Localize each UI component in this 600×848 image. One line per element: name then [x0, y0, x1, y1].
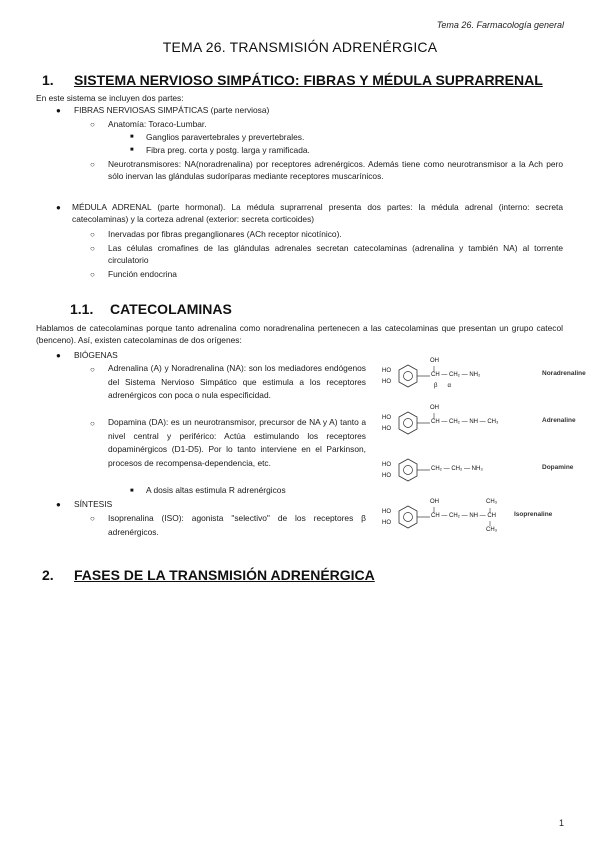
sintesis-item: SÍNTESIS [74, 499, 113, 509]
adrenaline-structure [378, 405, 578, 443]
cromafines-item: Las células cromafines de las glándulas adrenales secretan catecolaminas (adrenalina y también NA) al torrente circulatorio [108, 243, 563, 265]
molecule-name: Noradrenaline [542, 370, 586, 377]
bullet-square-icon: ■ [130, 488, 134, 494]
bullet-disc-icon: ● [56, 203, 61, 212]
bullet-square-icon: ■ [130, 134, 134, 140]
biogenas-item: BIÓGENAS [74, 350, 118, 360]
bullet-circle-icon: ○ [90, 419, 95, 428]
oh-label: OH [430, 499, 439, 505]
side-chain: CH — CH₂ — NH — CH [431, 513, 496, 519]
bullet-square-icon: ■ [130, 147, 134, 153]
adrenalina-item: Adrenalina (A) y Noradrenalina (NA): son los mediadores endógenos del Sistema Nervioso Simpático que estimula a los receptores adrenérgicos con poca o nula especificidad. [108, 363, 366, 400]
inervadas-item: Inervadas por fibras preganglionares (ACh receptor nicotínico). [108, 229, 342, 239]
ho-label: HO [382, 379, 391, 385]
bullet-circle-icon: ○ [90, 244, 95, 253]
ganglios-item: Ganglios paravertebrales y prevertebrales. [146, 132, 305, 142]
ho-label: HO [382, 415, 391, 421]
bullet-disc-icon: ● [56, 500, 61, 509]
dopamine-structure [378, 452, 578, 490]
page-number: 1 [558, 818, 564, 828]
ho-label: HO [382, 509, 391, 515]
bullet-circle-icon: ○ [90, 270, 95, 279]
catecolaminas-intro: Hablamos de catecolaminas porque tanto adrenalina como noradrenalina pertenecen a las catecolaminas que presentan un grupo catecol (benceno). Así, existen catecolaminas de dos orígenes: [36, 323, 563, 345]
bullet-circle-icon: ○ [90, 365, 95, 374]
ch3-label: CH₃ [486, 499, 498, 505]
neurotransmisores-item: Neurotransmisores: NA(noradrenalina) por receptores adrenérgicos. Además tiene como neurotransmisor a la Ach pero sólo inervan las glándulas sudoríparas mediante receptores muscarínicos. [108, 159, 563, 181]
dopamina-item: Dopamina (DA): es un neurotransmisor, precursor de NA y A) tanto a nivel central y periférico: Actúa estimulando los receptores dopaminérgicos (D1-D5). Por lo tanto interviene en el Parkinson, procesos de recompensa-dependencia, etc. [108, 417, 366, 468]
fibras-item: FIBRAS NERVIOSAS SIMPÁTICAS (parte nerviosa) [74, 105, 270, 115]
fibra-preg-item: Fibra preg. corta y postg. larga y ramificada. [146, 145, 310, 155]
section-1-1-number: 1.1. [70, 301, 94, 317]
section-1-heading [42, 72, 543, 88]
ho-label: HO [382, 462, 391, 468]
side-chain: CH — CH₂ — NH — CH₃ [431, 419, 499, 425]
bullet-circle-icon: ○ [90, 120, 95, 129]
molecule-name: Isoprenaline [514, 511, 553, 518]
isoprenalina-item: Isoprenalina (ISO): agonista "selectivo" de los receptores β adrenérgicos. [108, 513, 366, 537]
ho-label: HO [382, 368, 391, 374]
molecule-name: Dopamine [542, 464, 574, 471]
funcion-item: Función endocrina [108, 269, 177, 279]
greek-labels: β α [434, 383, 451, 389]
side-chain: CH — CH₂ — NH₂ [431, 372, 481, 378]
bullet-disc-icon: ● [56, 351, 61, 360]
side-chain: CH₂ — CH₂ — NH₃ [431, 466, 483, 472]
section-1-title: SISTEMA NERVIOSO SIMPÁTICO: FIBRAS Y MÉDULA SUPRARRENAL [74, 72, 543, 88]
dosis-item: A dosis altas estimula R adrenérgicos [146, 485, 286, 495]
ch3-label: CH₃ [486, 527, 498, 533]
medula-item: MÉDULA ADRENAL (parte hormonal). La médula suprarrenal presenta dos partes: la médula adrenal (interno: secreta catecolaminas) y la corteza adrenal (exterior: secreta corticoides) [72, 202, 563, 224]
section-2-title: FASES DE LA TRANSMISIÓN ADRENÉRGICA [74, 567, 375, 583]
noradrenaline-structure [378, 358, 586, 396]
ho-label: HO [382, 426, 391, 432]
ho-label: HO [382, 473, 391, 479]
section-2-heading [42, 567, 375, 583]
bullet-circle-icon: ○ [90, 160, 95, 169]
bullet-circle-icon: ○ [90, 514, 95, 523]
section-1-number: 1. [42, 72, 54, 88]
anatomia-item: Anatomía: Toraco-Lumbar. [108, 119, 207, 129]
document-title: TEMA 26. TRANSMISIÓN ADRENÉRGICA [162, 39, 438, 55]
section-1-1-title: CATECOLAMINAS [110, 301, 232, 317]
isoprenaline-structure [378, 498, 578, 536]
bullet-disc-icon: ● [56, 106, 61, 115]
ho-label: HO [382, 520, 391, 526]
oh-label: OH [430, 405, 439, 411]
bullet-circle-icon: ○ [90, 230, 95, 239]
section-2-number: 2. [42, 567, 54, 583]
section-1-intro: En este sistema se incluyen dos partes: [36, 93, 184, 103]
oh-label: OH [430, 358, 439, 364]
running-header: Tema 26. Farmacología general [436, 20, 564, 30]
molecule-name: Adrenaline [542, 417, 576, 424]
section-1-1-heading [70, 301, 232, 317]
